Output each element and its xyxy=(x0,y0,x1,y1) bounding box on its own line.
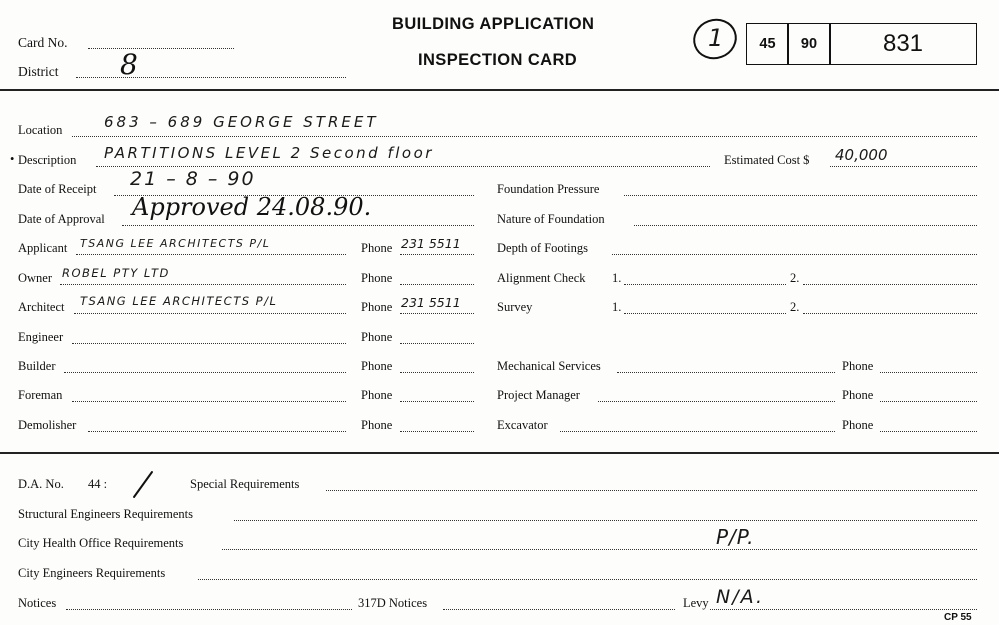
builder-phone-label: Phone xyxy=(361,359,393,373)
alignment-field-1 xyxy=(624,284,786,285)
demolisher-phone-label: Phone xyxy=(361,418,393,432)
foreman-label: Foreman xyxy=(18,388,63,402)
survey-field-1 xyxy=(624,313,786,314)
estimated-cost-label: Estimated Cost $ xyxy=(724,153,810,167)
form-code: CP 55 xyxy=(944,612,972,623)
builder-label: Builder xyxy=(18,359,56,373)
levy-field xyxy=(710,609,977,610)
builder-field xyxy=(64,372,346,373)
mech-phone-label: Phone xyxy=(842,359,874,373)
alignment-field-2 xyxy=(803,284,977,285)
demolisher-field xyxy=(88,431,346,432)
applicant-phone-field xyxy=(400,254,474,255)
excavator-field xyxy=(560,431,835,432)
section-divider xyxy=(0,452,999,454)
foreman-field xyxy=(72,401,346,402)
date-receipt-label: Date of Receipt xyxy=(18,182,97,196)
header-divider xyxy=(0,89,999,91)
builder-phone-field xyxy=(400,372,474,373)
mech-phone-field xyxy=(880,372,977,373)
ref-box-2: 90 xyxy=(787,23,831,65)
owner-phone-field xyxy=(400,284,474,285)
ref-box-number: 831 xyxy=(829,23,977,65)
applicant-value: TSANG LEE ARCHITECTS P/L xyxy=(80,237,271,250)
estimated-cost-value: 40,000 xyxy=(835,146,888,164)
architect-phone-field xyxy=(400,313,474,314)
city-eng-req-field xyxy=(198,579,977,580)
ref-box-1: 45 xyxy=(746,23,789,65)
notices-317d-label: 317D Notices xyxy=(358,596,428,610)
survey-num-1: 1. xyxy=(612,300,622,314)
applicant-label: Applicant xyxy=(18,241,68,255)
architect-field xyxy=(74,313,346,314)
title-line-2: INSPECTION CARD xyxy=(418,51,578,69)
alignment-check-label: Alignment Check xyxy=(497,271,586,285)
engineer-phone-field xyxy=(400,343,474,344)
levy-value: N/A. xyxy=(716,586,765,608)
demolisher-label: Demolisher xyxy=(18,418,77,432)
engineer-phone-label: Phone xyxy=(361,330,393,344)
circled-mark xyxy=(690,16,740,62)
health-req-value: P/P. xyxy=(716,525,755,549)
project-manager-label: Project Manager xyxy=(497,388,580,402)
exc-phone-field xyxy=(880,431,977,432)
district-value: 8 xyxy=(120,48,138,81)
foreman-phone-field xyxy=(400,401,474,402)
city-eng-req-label: City Engineers Requirements xyxy=(18,566,166,580)
survey-field-2 xyxy=(803,313,977,314)
health-req-field xyxy=(222,549,977,550)
location-label: Location xyxy=(18,123,63,137)
pm-phone-label: Phone xyxy=(842,388,874,402)
mech-services-label: Mechanical Services xyxy=(497,359,601,373)
alignment-num-1: 1. xyxy=(612,271,622,285)
health-req-label: City Health Office Requirements xyxy=(18,536,184,550)
exc-phone-label: Phone xyxy=(842,418,874,432)
foundation-pressure-label: Foundation Pressure xyxy=(497,182,600,196)
circled-mark-value: 1 xyxy=(708,24,724,52)
foundation-pressure-field xyxy=(624,195,977,196)
date-receipt-value: 21 – 8 – 90 xyxy=(130,168,256,190)
nature-foundation-label: Nature of Foundation xyxy=(497,212,605,226)
engineer-field xyxy=(72,343,346,344)
district-field xyxy=(76,77,346,78)
card-no-label: Card No. xyxy=(18,35,68,50)
survey-label: Survey xyxy=(497,300,533,314)
notices-label: Notices xyxy=(18,596,57,610)
owner-label: Owner xyxy=(18,271,53,285)
owner-field xyxy=(60,284,346,285)
district-label: District xyxy=(18,64,59,79)
da-no-value: 44 : xyxy=(88,477,108,491)
architect-phone-label: Phone xyxy=(361,300,393,314)
location-field xyxy=(72,136,977,137)
applicant-field xyxy=(76,254,346,255)
architect-phone-value: 231 5511 xyxy=(401,295,461,310)
card-no-field xyxy=(88,48,234,49)
alignment-num-2: 2. xyxy=(790,271,800,285)
project-manager-field xyxy=(598,401,835,402)
description-label: Description xyxy=(18,153,77,167)
engineer-label: Engineer xyxy=(18,330,64,344)
notices-317d-field xyxy=(443,609,675,610)
notices-field xyxy=(66,609,352,610)
applicant-phone-value: 231 5511 xyxy=(401,236,461,251)
description-bullet: • xyxy=(10,152,15,166)
owner-phone-label: Phone xyxy=(361,271,393,285)
pm-phone-field xyxy=(880,401,977,402)
special-req-label: Special Requirements xyxy=(190,477,300,491)
da-slash-mark xyxy=(128,470,158,500)
foreman-phone-label: Phone xyxy=(361,388,393,402)
title-line-1: BUILDING APPLICATION xyxy=(392,15,595,33)
survey-num-2: 2. xyxy=(790,300,800,314)
owner-value: ROBEL PTY LTD xyxy=(62,266,170,280)
depth-footings-field xyxy=(612,254,977,255)
location-value: 683 – 689 GEORGE STREET xyxy=(104,113,379,131)
date-approval-label: Date of Approval xyxy=(18,212,105,226)
excavator-label: Excavator xyxy=(497,418,548,432)
estimated-cost-field xyxy=(830,166,977,167)
description-value: PARTITIONS LEVEL 2 Second floor xyxy=(104,144,434,162)
mech-services-field xyxy=(617,372,835,373)
da-no-label: D.A. No. xyxy=(18,477,64,491)
structural-req-label: Structural Engineers Requirements xyxy=(18,507,193,521)
architect-value: TSANG LEE ARCHITECTS P/L xyxy=(80,294,278,308)
date-approval-field xyxy=(122,225,474,226)
description-field xyxy=(96,166,710,167)
date-approval-value: Approved 24.08.90. xyxy=(132,193,372,221)
slash-icon xyxy=(128,470,158,500)
applicant-phone-label: Phone xyxy=(361,241,393,255)
levy-label: Levy xyxy=(683,596,709,610)
depth-footings-label: Depth of Footings xyxy=(497,241,588,255)
nature-foundation-field xyxy=(634,225,977,226)
demolisher-phone-field xyxy=(400,431,474,432)
structural-req-field xyxy=(234,520,977,521)
architect-label: Architect xyxy=(18,300,65,314)
special-req-field xyxy=(326,490,977,491)
